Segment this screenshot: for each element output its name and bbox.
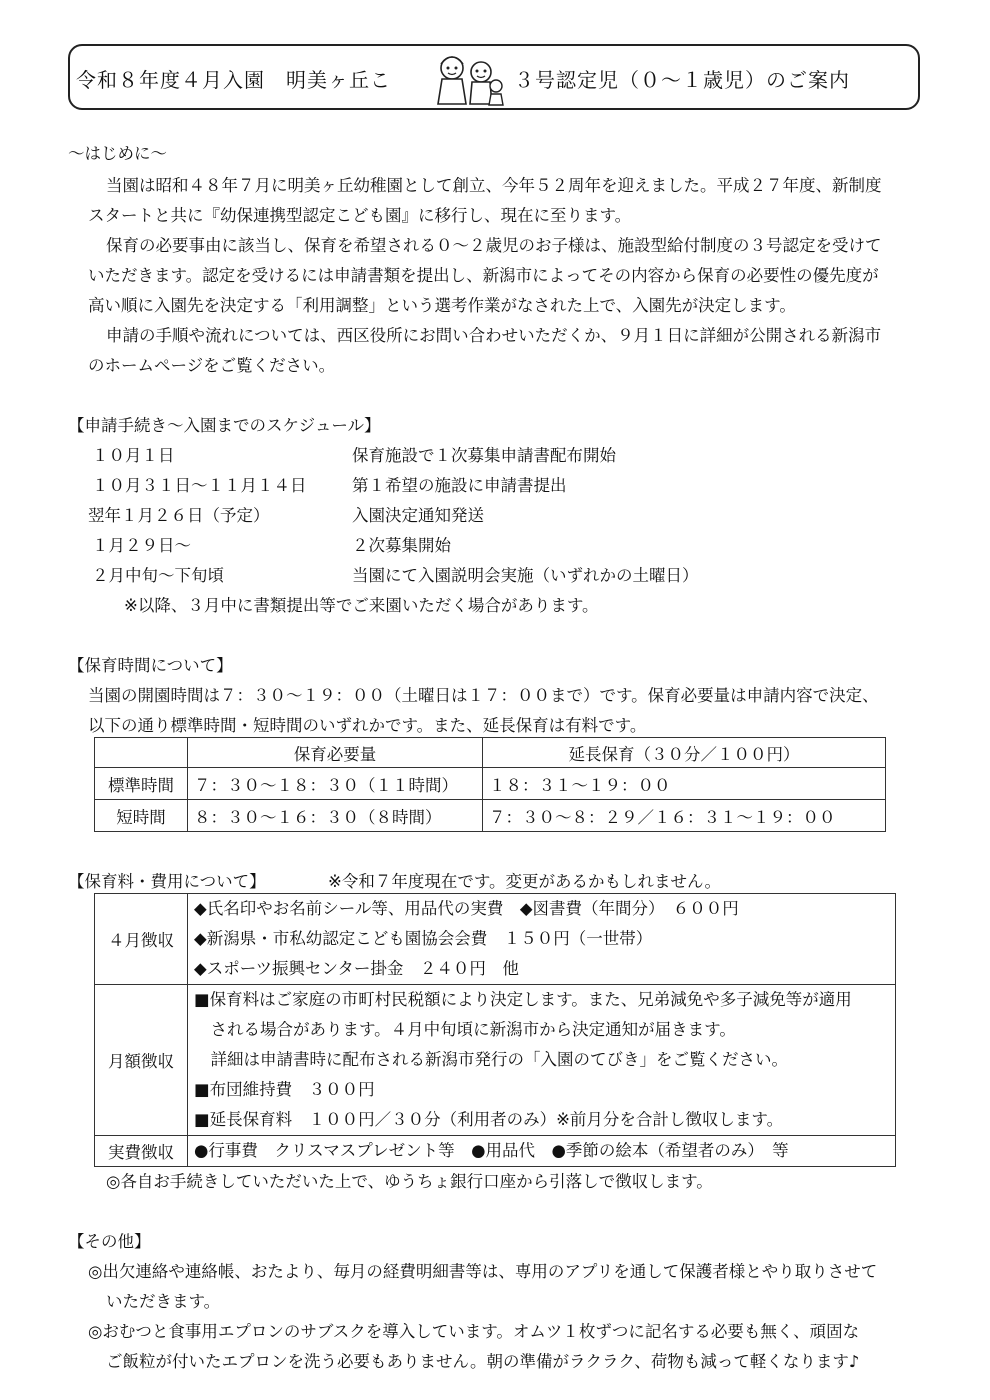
fee-details [188,894,896,985]
fee-details [188,1136,896,1167]
intro-line: 申請の手順や流れについては、西区役所にお問い合わせいただくか、９月１日に詳細が公開される新潟市 [106,326,882,345]
fee-label: 実費徴収 [95,1136,188,1167]
fee-line: ◆氏名印やお名前シール等、用品代の実費 ◆図書費（年間分） ６００円 [194,899,739,918]
hours-table [94,737,886,832]
schedule-event: 入園決定通知発送 [352,506,484,525]
other-line: ご飯粒が付いたエプロンを洗う必要もありません。朝の準備がラクラク、荷物も減って軽くなります♪ [106,1352,860,1371]
fees-heading: 【保育料・費用について】 [68,872,266,891]
fees-note: ※令和７年度現在です。変更があるかもしれません。 [328,872,721,891]
schedule-event: ２次募集開始 [352,536,451,555]
schedule-note: ※以降、３月中に書類提出等でご来園いただく場合があります。 [124,596,599,615]
schedule-date: １０月１日 [92,446,175,465]
hours-heading: 【保育時間について】 [68,656,233,675]
intro-line: 高い順に入園先を決定する「利用調整」という選考作業がなされた上で、入園先が決定します。 [88,296,796,315]
hours-line: 当園の開園時間は７：３０～１９：００（土曜日は１７：００まで）です。保育必要量は申請内容で決定、 [88,686,879,705]
table-cell: ７：３０～１８：３０（１１時間） [188,768,483,800]
intro-line: 保育の必要事由に該当し、保育を希望される０～２歳児のお子様は、施設型給付制度の３号認定を受けて [106,236,882,255]
title-right-text: ３号認定児（０～１歳児）のご案内 [514,68,850,92]
hours-line: 以下の通り標準時間・短時間のいずれかです。また、延長保育は有料です。 [88,716,647,735]
other-heading: 【その他】 [68,1232,151,1251]
other-line: いただきます。 [106,1292,221,1311]
table-row [95,768,886,800]
table-cell: ８：３０～１６：３０（８時間） [188,800,483,832]
fee-line: ■延長保育料 １００円／３０分（利用者のみ）※前月分を合計し徴収します。 [194,1110,784,1129]
table-header-cell: 延長保育（３０分／１００円） [483,738,886,768]
fees-table [94,893,896,1167]
fee-line: ◆スポーツ振興センター掛金 ２４０円 他 [194,959,519,978]
table-row [95,800,886,832]
fee-line: ■布団維持費 ３００円 [194,1080,375,1099]
table-header-cell [95,738,188,768]
schedule-date: 翌年１月２６日（予定） [88,506,270,525]
table-row [95,1136,896,1167]
fee-label: ４月徴収 [95,894,188,985]
fee-line: 詳細は申請書時に配布される新潟市発行の「入園のてびき」をご覧ください。 [194,1050,788,1069]
intro-line: 当園は昭和４８年７月に明美ヶ丘幼稚園として創立、今年５２周年を迎えました。平成２７年度、新制度 [106,176,882,195]
schedule-date: １月２９日～ [92,536,191,555]
schedule-date: ２月中旬～下旬頃 [92,566,224,585]
table-cell: ７：３０～８：２９／１６：３１～１９：００ [483,800,886,832]
schedule-date: １０月３１日～１１月１４日 [92,476,307,495]
table-row [95,985,896,1136]
other-line: ◎おむつと食事用エプロンのサブスクを導入しています。オムツ１枚ずつに記名する必要も無く、頑固な [88,1322,860,1341]
fee-line: ◆新潟県・市私幼認定こども園協会会費 １５０円（一世帯） [194,929,653,948]
fee-line: ●行事費 クリスマスプレゼント等 ●用品代 ●季節の絵本（希望者のみ） 等 [194,1141,789,1160]
other-line: ◎出欠連絡や連絡帳、おたより、毎月の経費明細書等は、専用のアプリを通して保護者様とやり取りさせて [88,1262,878,1281]
intro-line: いただきます。認定を受けるには申請書類を提出し、新潟市によってその内容から保育の必要性の優先度が [88,266,879,285]
fee-label: 月額徴収 [95,985,188,1136]
intro-heading: ～はじめに～ [68,144,167,163]
schedule-event: 当園にて入園説明会実施（いずれかの土曜日） [352,566,699,585]
fees-footnote: ◎各自お手続きしていただいた上で、ゆうちょ銀行口座から引落しで徴収します。 [106,1172,713,1191]
table-cell: １８：３１～１９：００ [483,768,886,800]
children-mascot-icon [426,48,506,108]
table-cell: 標準時間 [95,768,188,800]
intro-line: のホームページをご覧ください。 [88,356,336,375]
table-cell: 短時間 [95,800,188,832]
table-header-cell: 保育必要量 [188,738,483,768]
intro-line: スタートと共に『幼保連携型認定こども園』に移行し、現在に至ります。 [88,206,632,225]
title-box [68,44,920,110]
title-left-text: 令和８年度４月入園 明美ヶ丘こ [76,68,391,92]
fee-line: される場合があります。４月中旬頃に新潟市から決定通知が届きます。 [194,1020,736,1039]
schedule-event: 第１希望の施設に申請書提出 [352,476,567,495]
fee-line: ■保育料はご家庭の市町村民税額により決定します。また、兄弟減免や多子減免等が適用 [194,990,852,1009]
schedule-heading: 【申請手続き～入園までのスケジュール】 [68,416,381,435]
fee-details [188,985,896,1136]
schedule-event: 保育施設で１次募集申請書配布開始 [352,446,616,465]
table-header-row [95,738,886,768]
table-row [95,894,896,985]
